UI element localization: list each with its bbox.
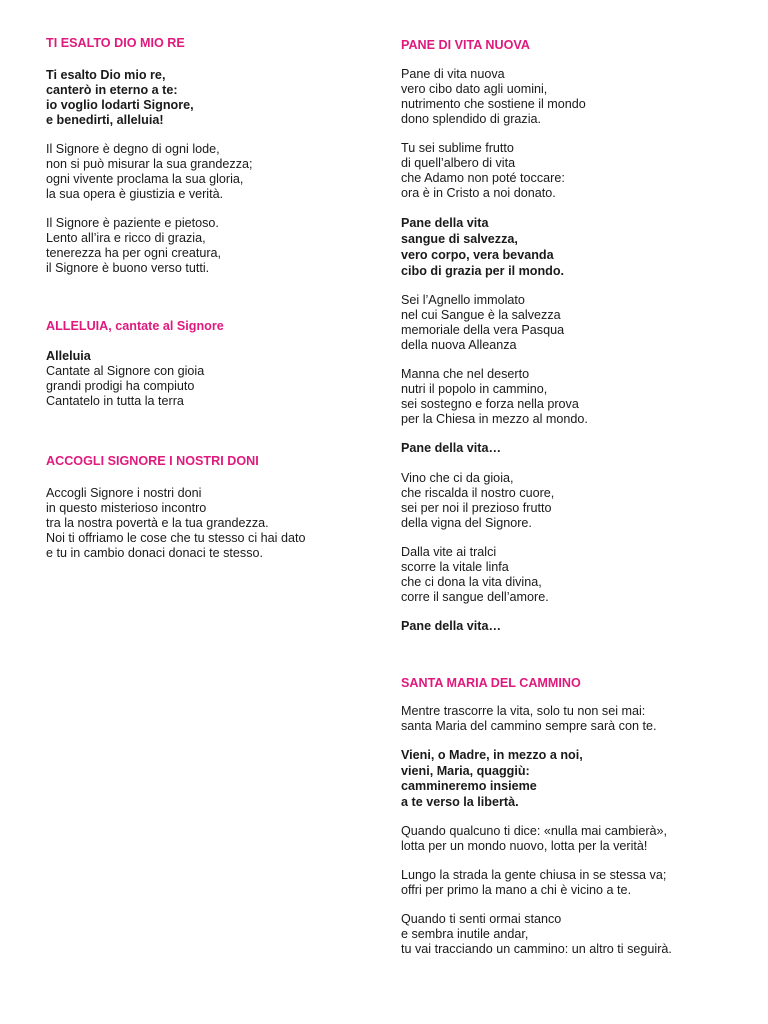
lyric-line: Mentre trascorre la vita, solo tu non sei mai: xyxy=(401,704,646,718)
lyric-line: sangue di salvezza, xyxy=(401,232,518,246)
lyric-line: tu vai tracciando un cammino: un altro ti seguirà. xyxy=(401,942,672,956)
verse xyxy=(401,545,588,605)
lyric-line: nutri il popolo in cammino, xyxy=(401,382,548,396)
lyric-line: lotta per un mondo nuovo, lotta per la verità! xyxy=(401,839,648,853)
refrain xyxy=(46,349,224,364)
lyric-line: sei sostegno e forza nella prova xyxy=(401,397,579,411)
lyric-line: cibo di grazia per il mondo. xyxy=(401,264,565,278)
lyric-line: Pane della vita… xyxy=(401,441,502,455)
verse xyxy=(401,67,588,127)
lyric-line: Quando ti senti ormai stanco xyxy=(401,912,562,926)
lyric-line: Tu sei sublime frutto xyxy=(401,141,514,155)
song-pane-di-vita-nuova xyxy=(401,38,588,634)
lyric-line: e sembra inutile andar, xyxy=(401,927,529,941)
lyric-line: Quando qualcuno ti dice: «nulla mai cambierà», xyxy=(401,824,668,838)
verse xyxy=(46,216,253,276)
lyric-line: tra la nostra povertà e la tua grandezza. xyxy=(46,516,269,530)
lyric-line: il Signore è buono verso tutti. xyxy=(46,261,210,275)
verse xyxy=(401,471,588,531)
lyric-line: per la Chiesa in mezzo al mondo. xyxy=(401,412,588,426)
lyric-line: tenerezza ha per ogni creatura, xyxy=(46,246,222,260)
lyric-line: grandi prodigi ha compiuto xyxy=(46,379,195,393)
lyric-line: che ci dona la vita divina, xyxy=(401,575,542,589)
lyric-line: Cantate al Signore con gioia xyxy=(46,364,205,378)
refrain-reprise xyxy=(401,441,588,456)
lyric-line: Il Signore è degno di ogni lode, xyxy=(46,142,220,156)
lyric-line: a te verso la libertà. xyxy=(401,794,519,809)
lyric-line: e benedirti, alleluia! xyxy=(46,113,164,127)
lyric-line: Pane di vita nuova xyxy=(401,67,505,81)
refrain-reprise xyxy=(401,619,588,634)
lyric-line: ogni vivente proclama la sua gloria, xyxy=(46,172,244,186)
lyric-line: Vino che ci da gioia, xyxy=(401,471,514,485)
song-accogli-signore xyxy=(46,454,305,561)
refrain xyxy=(401,215,588,279)
lyric-line: Manna che nel deserto xyxy=(401,367,530,381)
lyric-line: e tu in cambio donaci donaci te stesso. xyxy=(46,546,264,560)
lyric-line: della vigna del Signore. xyxy=(401,516,532,530)
lyric-line: Pane della vita xyxy=(401,216,489,230)
song-title: ACCOGLI SIGNORE I NOSTRI DONI xyxy=(46,454,259,468)
lyric-line: corre il sangue dell’amore. xyxy=(401,590,549,604)
lyric-line: offri per primo la mano a chi è vicino a te. xyxy=(401,883,632,897)
lyric-line: vero corpo, vera bevanda xyxy=(401,248,554,262)
lyric-line: vieni, Maria, quaggiù: xyxy=(401,763,530,778)
song-title: SANTA MARIA DEL CAMMINO xyxy=(401,676,581,690)
lyric-line: santa Maria del cammino sempre sarà con te. xyxy=(401,719,657,733)
lyric-line: Dalla vite ai tralci xyxy=(401,545,497,559)
refrain xyxy=(401,748,672,810)
lyric-line: nel cui Sangue è la salvezza xyxy=(401,308,561,322)
lyric-line: non si può misurar la sua grandezza; xyxy=(46,157,253,171)
lyric-line: nutrimento che sostiene il mondo xyxy=(401,97,586,111)
verse xyxy=(46,142,253,202)
lyric-line: di quell’albero di vita xyxy=(401,156,516,170)
verse xyxy=(401,824,672,854)
verse xyxy=(401,367,588,427)
lyric-line: Ti esalto Dio mio re, xyxy=(46,68,166,82)
lyric-line: Il Signore è paziente e pietoso. xyxy=(46,216,219,230)
lyric-line: scorre la vitale linfa xyxy=(401,560,509,574)
verse xyxy=(401,704,672,734)
song-title: TI ESALTO DIO MIO RE xyxy=(46,36,185,50)
lyric-line: che Adamo non poté toccare: xyxy=(401,171,565,185)
lyric-line: della nuova Alleanza xyxy=(401,338,517,352)
lyric-line: Accogli Signore i nostri doni xyxy=(46,486,202,500)
lyric-line: Cantatelo in tutta la terra xyxy=(46,394,184,408)
lyric-line: Vieni, o Madre, in mezzo a noi, xyxy=(401,748,583,762)
lyric-line: vero cibo dato agli uomini, xyxy=(401,82,548,96)
lyric-line: io voglio lodarti Signore, xyxy=(46,98,194,112)
lyric-line: in questo misterioso incontro xyxy=(46,501,207,515)
verse xyxy=(46,486,305,561)
song-alleluia xyxy=(46,319,224,409)
lyric-line: sei per noi il prezioso frutto xyxy=(401,501,552,515)
lyric-line: Lungo la strada la gente chiusa in se stessa va; xyxy=(401,868,667,882)
lyric-line: la sua opera è giustizia e verità. xyxy=(46,187,224,201)
lyric-line: Sei l’Agnello immolato xyxy=(401,293,525,307)
refrain xyxy=(46,68,253,128)
song-title: ALLELUIA, cantate al Signore xyxy=(46,319,224,333)
verse xyxy=(46,364,224,409)
verse xyxy=(401,141,588,201)
lyric-line: Alleluia xyxy=(46,349,91,363)
lyric-line: memoriale della vera Pasqua xyxy=(401,323,565,337)
lyric-line: Pane della vita… xyxy=(401,619,502,633)
song-title: PANE DI VITA NUOVA xyxy=(401,38,530,52)
lyric-line: dono splendido di grazia. xyxy=(401,112,542,126)
song-ti-esalto xyxy=(46,36,253,276)
verse xyxy=(401,868,672,898)
verse xyxy=(401,293,588,353)
verse xyxy=(401,912,672,957)
lyric-line: canterò in eterno a te: xyxy=(46,83,178,97)
lyric-line: Lento all’ira e ricco di grazia, xyxy=(46,231,206,245)
lyric-line: che riscalda il nostro cuore, xyxy=(401,486,555,500)
lyric-line: Noi ti offriamo le cose che tu stesso ci hai dato xyxy=(46,531,306,545)
lyric-line: ora è in Cristo a noi donato. xyxy=(401,186,556,200)
lyric-line: cammineremo insieme xyxy=(401,779,537,793)
song-santa-maria-del-cammino xyxy=(401,676,672,957)
